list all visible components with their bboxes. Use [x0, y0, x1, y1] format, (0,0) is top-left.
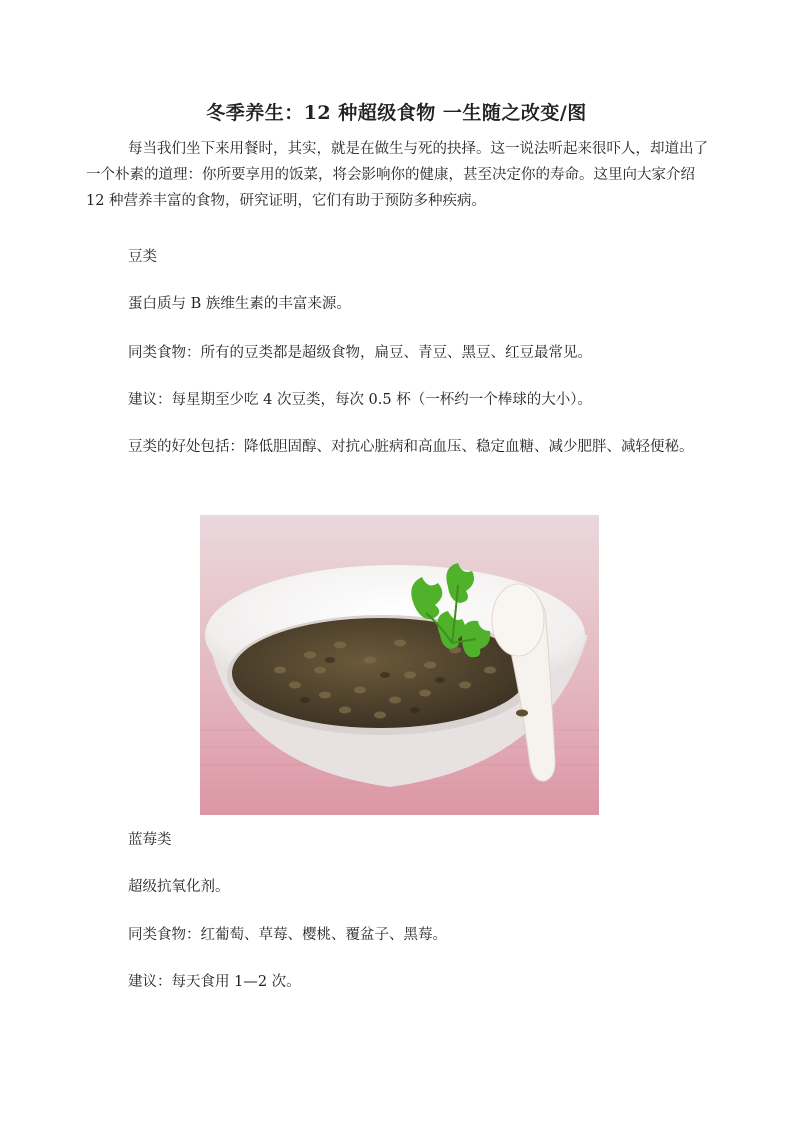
- berries-advice: 建议：每天食用 1—2 次。: [128, 974, 301, 990]
- beans-summary: 蛋白质与 B 族维生素的丰富来源。: [128, 296, 351, 312]
- section-heading-beans: 豆类: [128, 249, 157, 265]
- berries-similar-foods: 同类食物：红葡萄、草莓、樱桃、覆盆子、黑莓。: [128, 927, 447, 943]
- beans-advice: 建议：每星期至少吃 4 次豆类，每次 0.5 杯（一杯约一个棒球的大小）。: [128, 392, 592, 408]
- document-title: 冬季养生：12 种超级食物 一生随之改变/图: [206, 102, 587, 124]
- intro-paragraph: 每当我们坐下来用餐时，其实，就是在做生与死的抉择。这一说法听起来很吓人，却道出了一个朴素的道理：你所要享用的饭菜，将会影响你的健康，甚至决定你的寿命。这里向大家介绍 12 种营养丰富的食物，研究证明，它们有助于预防多种疾病。: [86, 141, 708, 209]
- berries-summary: 超级抗氧化剂。: [128, 879, 230, 895]
- section-heading-berries: 蓝莓类: [128, 832, 172, 848]
- beans-similar-foods: 同类食物：所有的豆类都是超级食物，扁豆、青豆、黑豆、红豆最常见。: [128, 345, 592, 361]
- lentils-bowl-image: [200, 515, 599, 815]
- beans-benefits: 豆类的好处包括：降低胆固醇、对抗心脏病和高血压、稳定血糖、减少肥胖、减轻便秘。: [128, 439, 694, 455]
